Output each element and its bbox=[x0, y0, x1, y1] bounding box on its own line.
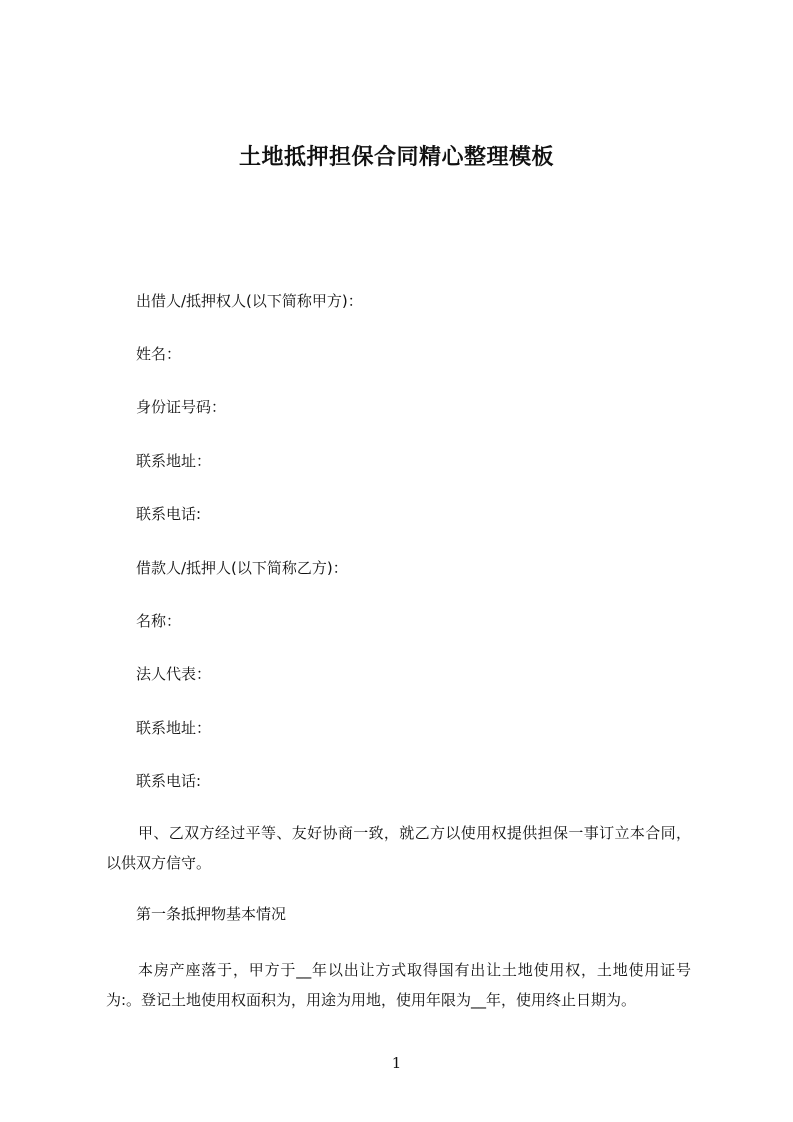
borrower-address-label: 联系地址： bbox=[136, 719, 212, 737]
borrower-name-label: 名称： bbox=[136, 612, 182, 630]
borrower-heading: 借款人/抵押人(以下简称乙方)： bbox=[136, 559, 348, 577]
lender-address-label: 联系地址： bbox=[136, 452, 212, 470]
lender-phone-label: 联系电话: bbox=[136, 505, 202, 523]
article-one-paragraph: 本房产座落于，甲方于__年以出让方式取得国有出让土地使用权，土地使用证号为:。登记土地使用权面积为，用途为用地，使用年限为__年，使用终止日期为。 bbox=[106, 961, 691, 1009]
lender-name-label: 姓名： bbox=[136, 345, 182, 363]
borrower-legal-rep-label: 法人代表： bbox=[136, 665, 212, 683]
intro-paragraph: 甲、乙双方经过平等、友好协商一致，就乙方以使用权提供担保一事订立本合同，以供双方信守。 bbox=[106, 824, 691, 872]
document-title: 土地抵押担保合同精心整理模板 bbox=[238, 145, 554, 170]
article-one-heading: 第一条抵押物基本情况 bbox=[136, 905, 287, 923]
lender-heading: 出借人/抵押权人(以下简称甲方)： bbox=[136, 292, 363, 310]
lender-id-label: 身份证号码： bbox=[136, 398, 227, 416]
borrower-phone-label: 联系电话: bbox=[136, 772, 202, 790]
page-number: 1 bbox=[391, 1054, 402, 1072]
